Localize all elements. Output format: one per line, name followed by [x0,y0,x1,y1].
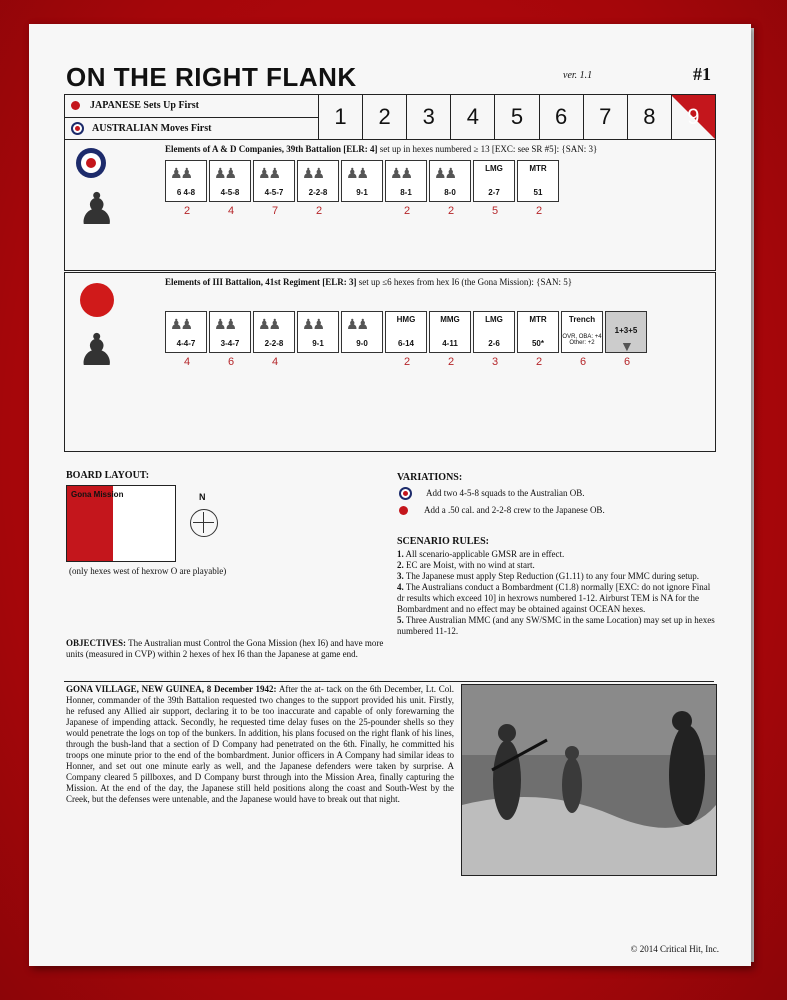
version-label: ver. 1.1 [563,70,593,81]
australian-counter [341,160,383,202]
counter-quantity: 5 [491,205,499,217]
japanese-counter [253,311,295,353]
japanese-counter [385,311,427,353]
counter-name: LMG [485,315,503,324]
divider [64,681,714,682]
counter-value: 8-1 [400,188,412,197]
counter-name: Trench [568,315,596,324]
counter-name: HMG [396,315,416,324]
turn-8: 8 [628,95,672,139]
australian-order-of-battle [64,139,716,271]
turn-1: 1 [319,95,363,139]
scenario-title: ON THE RIGHT FLANK [66,62,357,92]
australian-counter [385,160,427,202]
japanese-counter [297,311,339,353]
counter-quantity: 3 [491,356,499,368]
japanese-counter [605,311,647,353]
infantry-icon: ♟♟ [258,165,280,181]
infantry-icon: ♟♟ [214,316,236,332]
japanese-dot-icon [71,101,80,110]
board-note: (only hexes west of hexrow O are playable) [69,566,227,576]
infantry-icon: ♟♟ [170,316,192,332]
counter-quantity: 7 [271,205,279,217]
counter-quantity [341,205,385,217]
counter-value: 6 4-8 [176,188,196,197]
turn-3: 3 [407,95,451,139]
australian-move-text: AUSTRALIAN Moves First [92,122,212,134]
counter-value: 9-1 [312,339,324,348]
australian-counter [209,160,251,202]
board-layout-heading: BOARD LAYOUT: [66,470,150,481]
turn-2: 2 [363,95,407,139]
turn-record-track [64,94,716,140]
turn-7: 7 [584,95,628,139]
counter-quantity [341,356,385,368]
counter-value: 3-4-7 [220,339,240,348]
counter-quantity: 2 [183,205,191,217]
counter-value: OVR, OBA: +4 Other: +2 [562,334,602,346]
australian-counter [429,160,471,202]
counter-quantity: 6 [579,356,587,368]
counter-value: 2-6 [488,339,500,348]
japanese-counter [517,311,559,353]
australian-soldier-icon: ♟ [77,185,117,234]
counter-value: 4-11 [442,339,458,348]
rules-heading: SCENARIO RULES: [397,536,489,547]
rule-item: 2. EC are Moist, with no wind at start. [397,560,535,570]
turn-6: 6 [540,95,584,139]
infantry-icon: ♟♟ [170,165,192,181]
objectives-label: OBJECTIVES: [66,638,127,648]
australian-roundel-icon [399,487,412,500]
japanese-flag-icon [80,283,114,317]
australian-counter [165,160,207,202]
counter-name: MTR [529,164,547,173]
counter-value: 2-2-8 [264,339,284,348]
counter-quantity: 2 [535,356,543,368]
infantry-icon: ♟♟ [214,165,236,181]
board-map [66,485,176,562]
rule-item: 3. The Japanese must apply Step Reduction (G1.11) to any four MMC during setup. [397,571,699,581]
counter-value: 4-5-7 [264,188,284,197]
counter-value: 50* [531,339,544,348]
counter-quantity: 4 [183,356,191,368]
counter-value: 2-2-8 [308,188,328,197]
counter-name: MTR [529,315,547,324]
counter-value: 4-5-8 [220,188,240,197]
japanese-counters [165,311,649,353]
counter-quantity: 2 [447,205,455,217]
japanese-heading: Elements of III Battalion, 41st Regiment [ELR: 3] set up ≤6 hexes from hex I6 (the Gona Mission): {SAN: 5} [165,277,573,287]
north-label: N [199,492,206,502]
variation-1: Add two 4-5-8 squads to the Australian OB. [399,487,584,500]
counter-quantity: 2 [447,356,455,368]
australian-counter [473,160,515,202]
turn-4: 4 [451,95,495,139]
counter-value: 8-0 [444,188,456,197]
history-body: After the at- tack on the 6th December, Lt. Col. Honner, commander of the 39th Battalion requested two changes to the support provided his unit. Firstly, he refused any Allied air support, declaring it to be too inaccurate and capable of only forewarning the Japanese of impending attack. Secondly, he requested time delay fuses on the 25-pounder shells so they would penetrate the logs on top of the bunkers. In addition, his plans focused on the right flank of his lines, through the bush-land that a section of D Company had penetrated on the 6th. Finally, he committed his troops one minute prior to the end of the bombardment. Junior officers in A Company had similar ideas to Honner, and set out one minute early as well, and the Japanese defenders were taken by surprise. A Company cleared 5 pillboxes, and D Company burst through into the Mission Area, finally capturing the Mission. At the end of the day, the Japanese still held positions along the coast and South-West by the Creek, but the defenses were untenable, and the Japanese would have to break out that night. [66,684,454,804]
turn-9: 9 [672,95,715,139]
rule-item: 1. All scenario-applicable GMSR are in effect. [397,549,565,559]
australian-quantities [165,205,561,217]
objectives [66,638,388,660]
japanese-setup-text: JAPANESE Sets Up First [90,100,199,112]
history-label: GONA VILLAGE, NEW GUINEA, 8 December 1942: [66,684,277,694]
japanese-order-of-battle [64,272,716,452]
counter-value: 1+3+5 [614,326,638,335]
turn-5: 5 [495,95,539,139]
counter-value: 51 [533,188,543,197]
japanese-counter [165,311,207,353]
counter-quantity: 2 [403,205,411,217]
counter-quantity: 6 [623,356,631,368]
counter-value: 9-0 [356,339,368,348]
australian-heading: Elements of A & D Companies, 39th Battalion [ELR: 4] set up in hexes numbered ≥ 13 [EXC: see SR #5]: {SAN: 3} [165,144,598,154]
historical-photo [461,684,717,876]
japanese-quantities [165,356,649,368]
counter-quantity: 2 [535,205,543,217]
counter-value: 2-7 [488,188,500,197]
japanese-counter [429,311,471,353]
infantry-icon: ♟♟ [390,165,412,181]
infantry-icon: ♟♟ [258,316,280,332]
historical-text [66,684,454,805]
japanese-soldier-icon: ♟ [77,326,117,375]
australian-counter [253,160,295,202]
counter-quantity [297,356,341,368]
rule-item: 5. Three Australian MMC (and any SW/SMC in the same Location) may set up in hexes numbered 11-12. [397,615,715,636]
japanese-dot-icon [399,506,408,515]
japanese-counter [209,311,251,353]
counter-quantity: 2 [403,356,411,368]
variations-heading: VARIATIONS: [397,472,463,483]
japanese-counter [473,311,515,353]
down-arrow-icon: ▼ [620,338,632,354]
counter-quantity: 4 [271,356,279,368]
counter-value: 6-14 [397,339,414,348]
japanese-counter [561,311,603,353]
compass-icon [190,509,218,537]
australian-counters [165,160,561,202]
counter-value: 4-4-7 [176,339,196,348]
map-label: Gona Mission [71,490,124,499]
infantry-icon: ♟♟ [302,165,324,181]
counter-quantity: 2 [315,205,323,217]
rules-list [397,549,717,637]
scenario-card [29,24,751,966]
variation-2: Add a .50 cal. and 2-2-8 crew to the Japanese OB. [399,505,605,516]
australian-counter [517,160,559,202]
australian-roundel-icon [76,148,106,178]
objectives-text: The Australian must Control the Gona Mission (hex I6) and have more units (measured in CVP) within 2 hexes of hex I6 than the Japanese at game end. [66,638,384,659]
counter-name: MMG [440,315,460,324]
japanese-counter [341,311,383,353]
counter-value: 9-1 [356,188,368,197]
australian-counter [297,160,339,202]
side-info [65,95,319,139]
australian-move-row [65,118,318,140]
scenario-number: #1 [693,64,711,84]
rule-item: 4. The Australians conduct a Bombardment (C1.8) normally [EXC: do not ignore Final dr results which exceed 10] in hexrows numbered 1-12. Airburst TEM is NA for the Bombardment and no effect may be obtained against OCEAN hexes. [397,582,711,614]
australian-roundel-icon [71,122,84,135]
counter-quantity: 6 [227,356,235,368]
japanese-setup-row [65,95,318,118]
turn-cells [319,95,715,139]
counter-quantity: 4 [227,205,235,217]
infantry-icon: ♟♟ [346,165,368,181]
copyright: © 2014 Critical Hit, Inc. [630,944,719,954]
infantry-icon: ♟♟ [434,165,456,181]
infantry-icon: ♟♟ [346,316,368,332]
counter-name: LMG [485,164,503,173]
infantry-icon: ♟♟ [302,316,324,332]
